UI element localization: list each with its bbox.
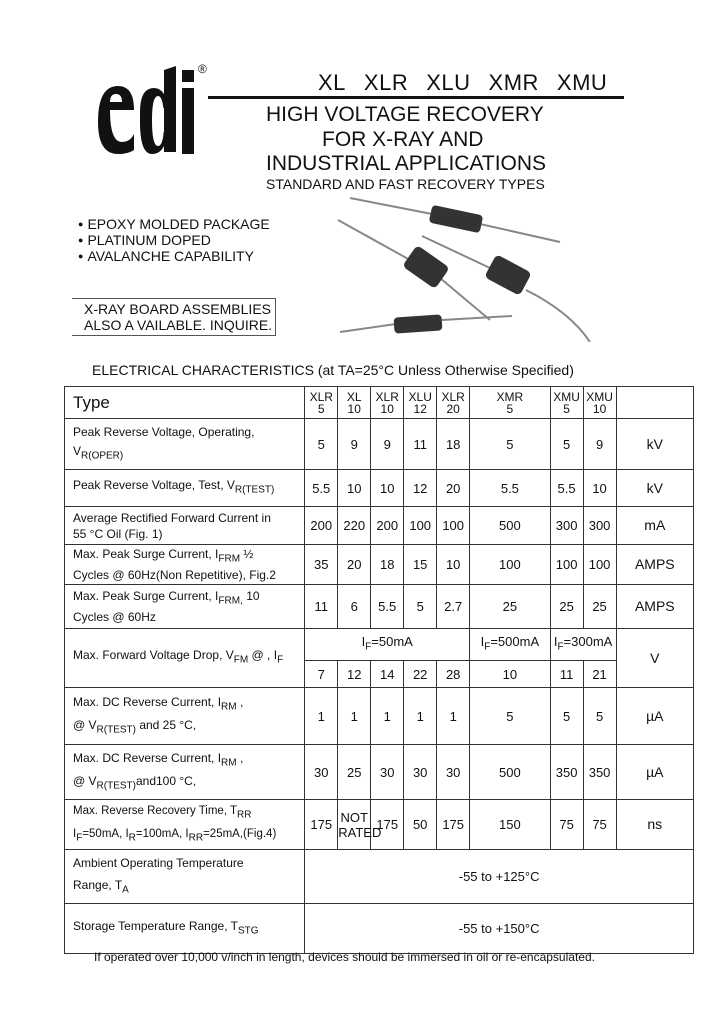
value-cell: 150 (470, 800, 550, 850)
value-cell: 5.5 (470, 470, 550, 507)
value-cell: 75 (583, 800, 616, 850)
value-cell: 5 (305, 419, 338, 470)
condition-cell: $I_F=300mA$ (550, 629, 616, 661)
value-cell: 35 (305, 545, 338, 585)
part-number: XLU (426, 70, 471, 95)
value-cell: 2.7 (437, 585, 470, 629)
diode-photo-illustration (330, 192, 610, 342)
unit-cell: µA (616, 745, 693, 800)
value-cell: 21 (583, 661, 616, 688)
edi-logo (94, 62, 214, 158)
param-label: Max. DC Reverse Current, $I_{RM}$ , @ $V_{R(TEST)}and100$ °C, (65, 745, 305, 800)
value-cell: 200 (371, 507, 404, 545)
param-label: Max. Peak Surge Current, $I_{FRM,}$ 10 Cycles @ 60Hz (65, 585, 305, 629)
value-cell: 6 (338, 585, 371, 629)
type-header-cell: XLR 5 (305, 387, 338, 419)
value-cell: 18 (371, 545, 404, 585)
part-number: XMR (488, 70, 539, 95)
condition-cell: $I_F=500mA$ (470, 629, 550, 661)
value-cell: 25 (470, 585, 550, 629)
title-line-1: HIGH VOLTAGE RECOVERY (266, 103, 544, 126)
value-cell: 10 (437, 545, 470, 585)
param-label: Storage Temperature Range, $T_{STG}$ (65, 904, 305, 954)
type-header-cell: XMU 5 (550, 387, 583, 419)
value-cell: 9 (371, 419, 404, 470)
value-cell: 30 (404, 745, 437, 800)
param-label: Max. Forward Voltage Drop, $V_{FM}$ @ , $I_F$ (65, 629, 305, 688)
type-header-cell: XLR 20 (437, 387, 470, 419)
unit-cell: kV (616, 470, 693, 507)
value-cell: 10 (338, 470, 371, 507)
table-row-vr-oper (65, 419, 694, 470)
unit-cell: µA (616, 688, 693, 745)
value-cell: 5 (550, 688, 583, 745)
value-cell: 100 (550, 545, 583, 585)
xray-assemblies-note (72, 298, 276, 336)
value-cell: 11 (305, 585, 338, 629)
param-label: Max. Reverse Recovery Time, $T_{RR}$ $I_F=50mA$, $I_R=100mA$, $I_{RR}=25mA,(Fig.4)$ (65, 800, 305, 850)
bullet-icon: ● (78, 235, 84, 245)
edi-logo-mark (94, 62, 214, 158)
value-cell: 10 (470, 661, 550, 688)
value-cell: 9 (338, 419, 371, 470)
table-row-type (65, 387, 694, 419)
value-cell: 100 (470, 545, 550, 585)
range-value-cell: -55 to +150°C (305, 904, 694, 954)
param-label: Ambient Operating Temperature Range, $T_A$ (65, 850, 305, 904)
value-cell: 5 (404, 585, 437, 629)
unit-cell: mA (616, 507, 693, 545)
feature-item: ● PLATINUM DOPED (78, 232, 211, 248)
electrical-characteristics-caption: ELECTRICAL CHARACTERISTICS (at TA=25°C Unless Otherwise Specified) (92, 362, 574, 378)
value-cell: 30 (437, 745, 470, 800)
value-cell: 11 (404, 419, 437, 470)
value-cell: 12 (404, 470, 437, 507)
range-value-cell: -55 to +125°C (305, 850, 694, 904)
value-cell: 100 (404, 507, 437, 545)
value-cell: 30 (371, 745, 404, 800)
value-cell: 11 (550, 661, 583, 688)
value-cell: 100 (583, 545, 616, 585)
value-cell: 25 (550, 585, 583, 629)
param-label: Max. Peak Surge Current, $I_{FRM}$ ½ Cycles @ 60Hz(Non Repetitive), Fig.2 (65, 545, 305, 585)
unit-cell: ns (616, 800, 693, 850)
value-cell: 9 (583, 419, 616, 470)
table-row-io (65, 507, 694, 545)
unit-header (616, 387, 693, 419)
value-cell-not-rated: NOT RATED (338, 800, 371, 850)
value-cell: 5 (470, 688, 550, 745)
value-cell: 10 (583, 470, 616, 507)
unit-cell: kV (616, 419, 693, 470)
diode-body (402, 245, 450, 289)
value-cell: 1 (338, 688, 371, 745)
value-cell: 5.5 (371, 585, 404, 629)
diode-body (394, 314, 443, 333)
value-cell: 7 (305, 661, 338, 688)
value-cell: 25 (583, 585, 616, 629)
value-cell: 30 (305, 745, 338, 800)
bullet-icon: ● (78, 219, 84, 229)
value-cell: 220 (338, 507, 371, 545)
value-cell: 500 (470, 507, 550, 545)
param-label: Peak Reverse Voltage, Test, $V_{R(TEST)}$ (65, 470, 305, 507)
value-cell: 350 (550, 745, 583, 800)
table-row-ifrm-half (65, 545, 694, 585)
unit-cell: AMPS (616, 545, 693, 585)
unit-cell: AMPS (616, 585, 693, 629)
part-numbers (318, 70, 625, 96)
value-cell: 10 (371, 470, 404, 507)
value-cell: 18 (437, 419, 470, 470)
feature-item: ● AVALANCHE CAPABILITY (78, 248, 254, 264)
bullet-icon: ● (78, 251, 84, 261)
diode-body (484, 254, 532, 296)
value-cell: 5.5 (550, 470, 583, 507)
part-number: XMU (556, 70, 608, 95)
value-cell: 175 (371, 800, 404, 850)
header-rule (208, 96, 624, 99)
registered-mark: ® (198, 62, 207, 76)
table-row-vfm-conditions (65, 629, 694, 661)
value-cell: 1 (305, 688, 338, 745)
condition-cell: $I_F=50mA$ (305, 629, 470, 661)
title-line-2: FOR X-RAY AND (322, 128, 484, 151)
value-cell: 15 (404, 545, 437, 585)
type-header: Type (65, 387, 305, 419)
value-cell: 500 (470, 745, 550, 800)
diode-body (429, 205, 484, 233)
value-cell: 28 (437, 661, 470, 688)
value-cell: 25 (338, 745, 371, 800)
param-label: Peak Reverse Voltage, Operating, $V_{R(OPER)}$ (65, 419, 305, 470)
type-header-cell: XLU 12 (404, 387, 437, 419)
value-cell: 1 (404, 688, 437, 745)
value-cell: 50 (404, 800, 437, 850)
part-number: XLR (363, 70, 409, 95)
part-number: XL (318, 70, 346, 95)
value-cell: 20 (338, 545, 371, 585)
xray-note-line: X-RAY BOARD ASSEMBLIES (84, 301, 271, 317)
table-row-trr (65, 800, 694, 850)
value-cell: 100 (437, 507, 470, 545)
feature-list (78, 216, 270, 264)
table-row-storage-temp (65, 904, 694, 954)
value-cell: 1 (371, 688, 404, 745)
value-cell: 22 (404, 661, 437, 688)
value-cell: 175 (305, 800, 338, 850)
value-cell: 75 (550, 800, 583, 850)
footnote: If operated over 10,000 v/inch in length, devices should be immersed in oil or re-encapsulated. (94, 950, 595, 964)
value-cell: 12 (338, 661, 371, 688)
table-row-irm-25 (65, 688, 694, 745)
value-cell: 20 (437, 470, 470, 507)
param-label: Max. DC Reverse Current, $I_{RM}$ , @ $V_{R(TEST)}$ and 25 °C, (65, 688, 305, 745)
type-header-cell: XMU 10 (583, 387, 616, 419)
value-cell: 175 (437, 800, 470, 850)
value-cell: 200 (305, 507, 338, 545)
value-cell: 5.5 (305, 470, 338, 507)
table-row-ifrm-10 (65, 585, 694, 629)
value-cell: 14 (371, 661, 404, 688)
table-row-vr-test (65, 470, 694, 507)
table-row-irm-100 (65, 745, 694, 800)
value-cell: 300 (550, 507, 583, 545)
type-header-cell: XMR 5 (470, 387, 550, 419)
value-cell: 350 (583, 745, 616, 800)
unit-cell: V (616, 629, 693, 688)
value-cell: 5 (583, 688, 616, 745)
type-header-cell: XL 10 (338, 387, 371, 419)
value-cell: 5 (470, 419, 550, 470)
value-cell: 300 (583, 507, 616, 545)
subtitle: STANDARD AND FAST RECOVERY TYPES (266, 176, 545, 192)
value-cell: 1 (437, 688, 470, 745)
value-cell: 5 (550, 419, 583, 470)
type-header-cell: XLR 10 (371, 387, 404, 419)
spec-table (64, 386, 694, 954)
feature-item: ● EPOXY MOLDED PACKAGE (78, 216, 270, 232)
title-line-3: INDUSTRIAL APPLICATIONS (266, 152, 547, 175)
table-row-ambient-temp (65, 850, 694, 904)
xray-note-line: ALSO A VAILABLE. INQUIRE. (84, 317, 273, 333)
param-label: Average Rectified Forward Current in 55 °C Oil (Fig. 1) (65, 507, 305, 545)
